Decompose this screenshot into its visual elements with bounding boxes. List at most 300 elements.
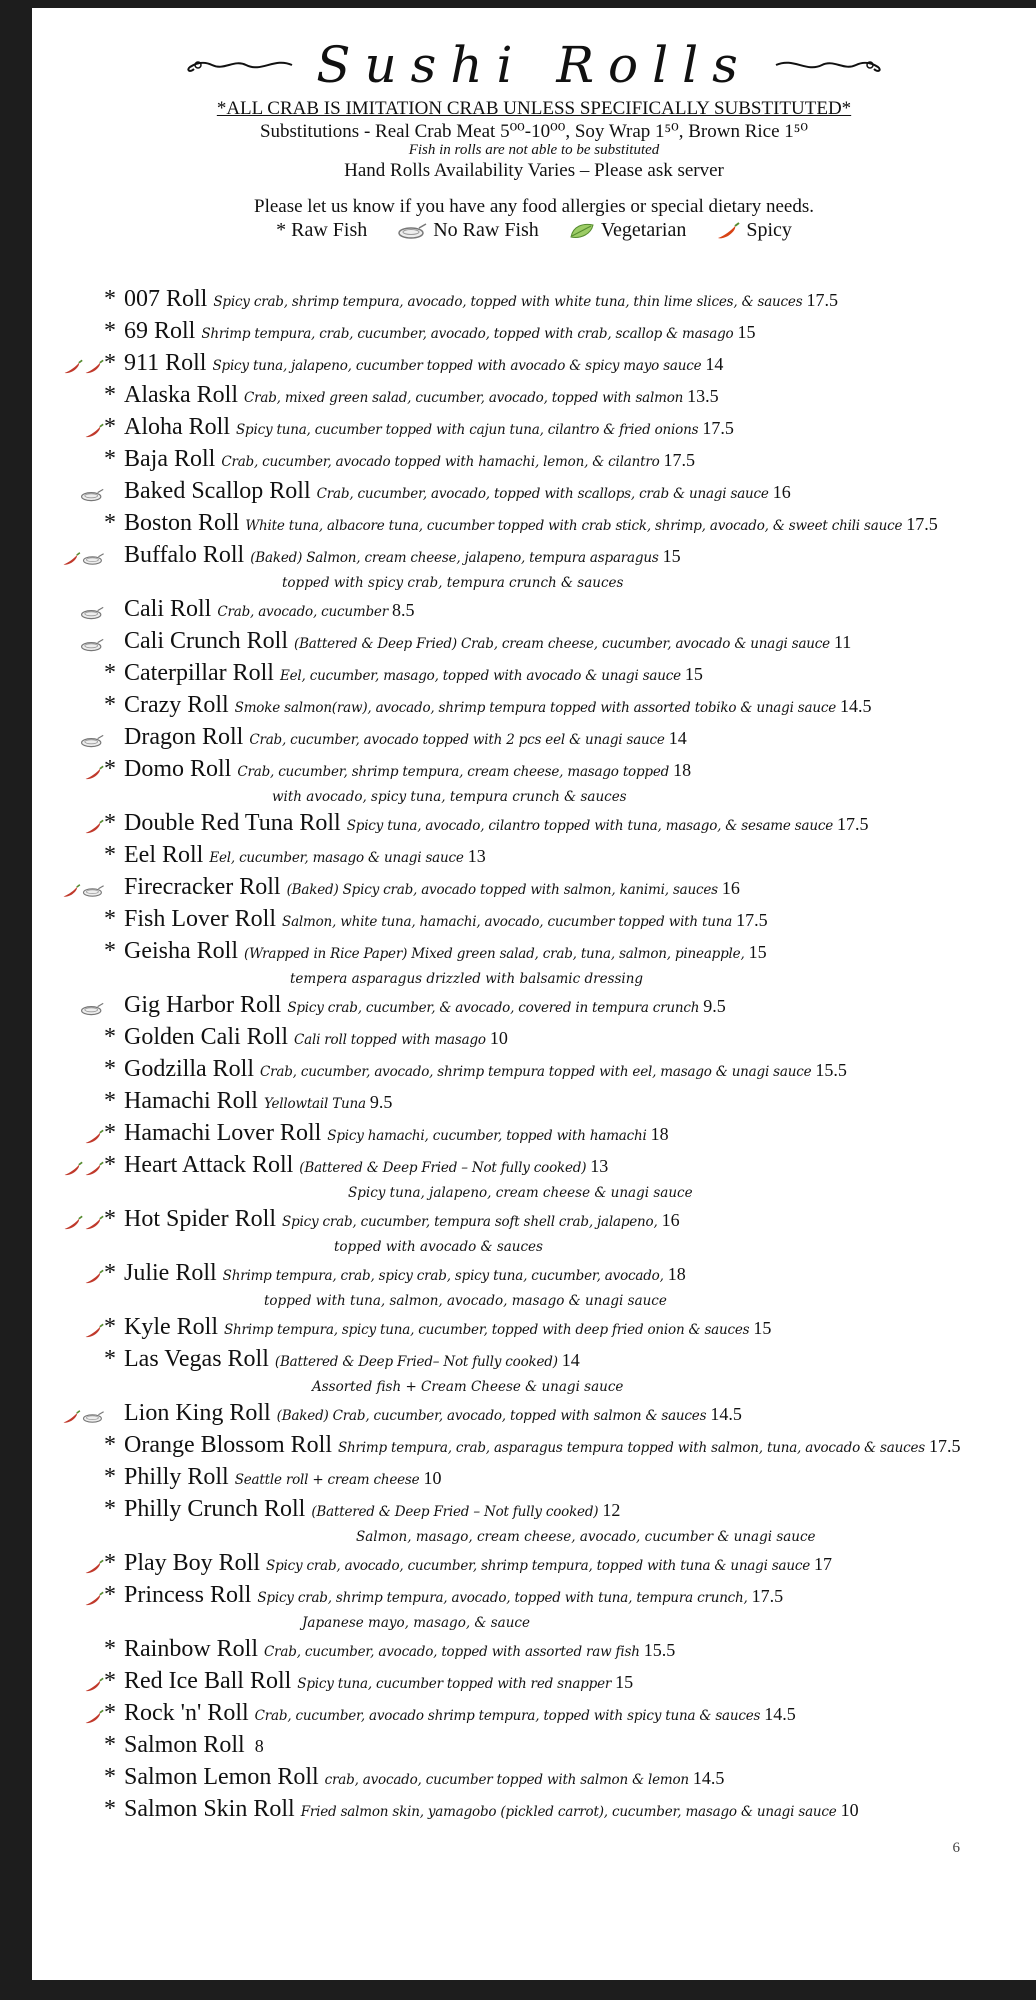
item-description: Crab, mixed green salad, cucumber, avocado, topped with salmon xyxy=(244,390,684,406)
menu-item xyxy=(32,842,1036,874)
menu-item xyxy=(32,992,1036,1024)
item-price: 15 xyxy=(737,322,756,342)
item-description: (Battered & Deep Fried) Crab, cream cheese, cucumber, avocado & unagi sauce xyxy=(294,636,830,652)
chili-pepper-icon xyxy=(84,1709,104,1725)
item-line xyxy=(104,1432,960,1459)
item-description: Seattle roll + cream cheese xyxy=(234,1472,420,1488)
chili-pepper-icon xyxy=(84,1161,104,1177)
item-icons xyxy=(62,666,104,688)
item-line xyxy=(104,1346,580,1373)
item-line xyxy=(104,756,691,783)
raw-fish-marker: * xyxy=(104,1120,116,1146)
legend-no-raw-fish: No Raw Fish xyxy=(397,219,539,242)
item-line xyxy=(104,660,703,687)
item-icons xyxy=(62,324,104,346)
raw-fish-marker: * xyxy=(104,318,116,344)
raw-fish-marker: * xyxy=(104,350,116,376)
item-icons xyxy=(62,1556,104,1578)
raw-fish-marker: * xyxy=(104,510,116,536)
item-price: 10 xyxy=(840,1800,859,1820)
item-description-continued: Spicy tuna, jalapeno, cream cheese & unagi sauce xyxy=(348,1185,693,1201)
no-raw-fish-icon xyxy=(80,605,104,621)
item-line xyxy=(104,724,687,751)
raw-fish-marker: * xyxy=(104,1550,116,1576)
crab-notice: *ALL CRAB IS IMITATION CRAB UNLESS SPECIFICALLY SUBSTITUTED* xyxy=(216,98,852,119)
menu-item xyxy=(32,1796,1036,1828)
menu-item xyxy=(32,1314,1036,1346)
item-price: 17.5 xyxy=(928,1436,961,1456)
item-icons xyxy=(62,1770,104,1792)
item-description: Eel, cucumber, masago, topped with avocado & unagi sauce xyxy=(279,668,681,684)
item-line xyxy=(104,1668,633,1695)
raw-fish-marker: * xyxy=(104,1260,116,1286)
item-icons xyxy=(62,698,104,720)
no-raw-fish-icon xyxy=(80,733,104,749)
item-price: 9.5 xyxy=(369,1092,393,1112)
raw-fish-marker: * xyxy=(104,1152,116,1178)
item-name: Fish Lover Roll xyxy=(124,906,277,932)
item-description: Crab, avocado, cucumber xyxy=(217,604,388,620)
item-name: Golden Cali Roll xyxy=(124,1024,288,1050)
chili-pepper-icon xyxy=(62,551,81,567)
item-icons xyxy=(62,634,104,656)
item-description: Spicy tuna, jalapeno, cucumber topped with avocado & spicy mayo sauce xyxy=(212,358,702,374)
item-icons xyxy=(62,1642,104,1664)
no-raw-fish-icon xyxy=(397,222,427,240)
menu-item xyxy=(32,1260,1036,1314)
item-price: 17.5 xyxy=(751,1586,784,1606)
item-icons xyxy=(62,1320,104,1342)
item-icons xyxy=(62,1158,104,1180)
no-raw-fish-icon xyxy=(82,883,104,899)
item-icons xyxy=(62,1588,104,1610)
item-description: Spicy tuna, cucumber topped with cajun tuna, cilantro & fried onions xyxy=(236,422,699,438)
item-line xyxy=(104,842,486,869)
item-icons xyxy=(62,356,104,378)
item-name: Philly Roll xyxy=(124,1464,229,1490)
item-description: Crab, cucumber, avocado, topped with scallops, crab & unagi sauce xyxy=(316,486,769,502)
item-name: 69 Roll xyxy=(124,318,196,344)
item-name: Salmon Lemon Roll xyxy=(124,1764,319,1790)
item-price: 17.5 xyxy=(906,514,938,534)
raw-fish-marker: * xyxy=(104,692,116,718)
item-line xyxy=(104,350,723,377)
item-description: Spicy crab, cucumber, tempura soft shell crab, jalapeno, xyxy=(282,1214,658,1230)
item-icons xyxy=(62,1352,104,1374)
item-description: Yellowtail Tuna xyxy=(263,1096,366,1112)
item-icons xyxy=(62,1030,104,1052)
menu-item xyxy=(32,1432,1036,1464)
item-price: 9.5 xyxy=(703,996,726,1016)
no-raw-fish-icon xyxy=(82,551,104,567)
raw-fish-marker: * xyxy=(104,382,116,408)
substitutions-note: Substitutions - Real Crab Meat 5⁰⁰-10⁰⁰, Soy Wrap 1⁵⁰, Brown Rice 1⁵⁰ xyxy=(259,121,809,142)
item-icons xyxy=(62,1470,104,1492)
item-line xyxy=(104,1550,832,1577)
chili-pepper-icon xyxy=(62,1409,81,1425)
menu-item xyxy=(32,286,1036,318)
item-name: Heart Attack Roll xyxy=(124,1152,294,1178)
no-raw-fish-icon xyxy=(80,637,104,653)
item-description: Crab, cucumber, avocado topped with 2 pcs eel & unagi sauce xyxy=(249,732,665,748)
menu-item xyxy=(32,350,1036,382)
menu-item xyxy=(32,1024,1036,1056)
item-icons xyxy=(62,762,104,784)
chili-pepper-icon xyxy=(84,765,104,781)
chili-pepper-icon xyxy=(63,359,83,375)
item-description: Crab, cucumber, shrimp tempura, cream cheese, masago topped xyxy=(237,764,670,780)
item-description: Spicy crab, shrimp tempura, avocado, topped with white tuna, thin lime slices, & sauces xyxy=(213,294,803,310)
item-name: Dragon Roll xyxy=(124,724,244,750)
item-icons xyxy=(62,998,104,1020)
menu-item xyxy=(32,1582,1036,1636)
item-name: Crazy Roll xyxy=(124,692,229,718)
item-name: Boston Roll xyxy=(124,510,240,536)
item-icons xyxy=(62,1502,104,1524)
legend-raw-fish: * Raw Fish xyxy=(276,219,368,241)
item-name: Cali Crunch Roll xyxy=(124,628,288,654)
raw-fish-marker: * xyxy=(104,1024,116,1050)
item-name: Eel Roll xyxy=(124,842,204,868)
item-line xyxy=(104,1582,783,1609)
item-description: Salmon, white tuna, hamachi, avocado, cucumber topped with tuna xyxy=(282,914,733,930)
item-description: Crab, cucumber, avocado shrimp tempura, topped with spicy tuna & sauces xyxy=(254,1708,761,1724)
item-description: Crab, cucumber, avocado, shrimp tempura topped with eel, masago & unagi sauce xyxy=(259,1064,812,1080)
chili-pepper-icon xyxy=(84,423,104,439)
menu-item xyxy=(32,1668,1036,1700)
menu-item xyxy=(32,1346,1036,1400)
item-line xyxy=(104,478,791,505)
item-description: (Battered & Deep Fried– Not fully cooked) xyxy=(274,1354,558,1370)
item-price: 16 xyxy=(661,1210,680,1230)
item-price: 13 xyxy=(467,846,486,866)
item-line xyxy=(104,1636,675,1663)
page-title: Sushi Rolls xyxy=(316,36,752,94)
no-raw-fish-icon xyxy=(82,1409,104,1425)
item-price: 8.5 xyxy=(391,600,415,620)
raw-fish-marker: * xyxy=(104,1056,116,1082)
item-name: Salmon Skin Roll xyxy=(124,1796,295,1822)
item-icons xyxy=(62,420,104,442)
raw-fish-marker: * xyxy=(104,660,116,686)
item-line xyxy=(104,938,767,965)
chili-pepper-icon xyxy=(84,1323,104,1339)
item-price: 17 xyxy=(814,1554,833,1574)
item-price: 14.5 xyxy=(692,1768,725,1788)
chili-pepper-icon xyxy=(84,1129,104,1145)
item-line xyxy=(104,596,414,623)
item-price: 10 xyxy=(423,1468,442,1488)
item-name: Firecracker Roll xyxy=(124,874,281,900)
item-description: Eel, cucumber, masago & unagi sauce xyxy=(209,850,464,866)
item-name: Rock 'n' Roll xyxy=(124,1700,249,1726)
item-price: 17.5 xyxy=(736,910,768,930)
menu-item xyxy=(32,1496,1036,1550)
item-icons xyxy=(62,944,104,966)
raw-fish-marker: * xyxy=(104,810,116,836)
raw-fish-marker: * xyxy=(104,1700,116,1726)
item-description: Spicy tuna, avocado, cilantro topped with tuna, masago, & sesame sauce xyxy=(346,818,834,834)
menu-item xyxy=(32,1732,1036,1764)
raw-fish-marker: * xyxy=(104,446,116,472)
item-price: 17.5 xyxy=(663,450,696,470)
item-price: 18 xyxy=(667,1264,686,1284)
item-name: Rainbow Roll xyxy=(124,1636,259,1662)
menu-item xyxy=(32,692,1036,724)
menu-item xyxy=(32,318,1036,350)
item-price: 11 xyxy=(833,632,852,652)
item-name: Aloha Roll xyxy=(124,414,230,440)
item-name: Baja Roll xyxy=(124,446,216,472)
menu-item xyxy=(32,1700,1036,1732)
legend-spicy: Spicy xyxy=(716,219,792,242)
item-name: Caterpillar Roll xyxy=(124,660,274,686)
item-price: 14.5 xyxy=(840,696,872,716)
item-line xyxy=(104,874,740,901)
item-line xyxy=(104,1088,392,1115)
item-icons xyxy=(62,912,104,934)
raw-fish-marker: * xyxy=(104,842,116,868)
item-name: Orange Blossom Roll xyxy=(124,1432,332,1458)
raw-fish-marker: * xyxy=(104,756,116,782)
item-price: 13.5 xyxy=(687,386,719,406)
item-icons xyxy=(62,1406,104,1428)
raw-fish-marker: * xyxy=(104,1432,116,1458)
item-icons xyxy=(62,848,104,870)
item-description: Fried salmon skin, yamagobo (pickled carrot), cucumber, masago & unagi sauce xyxy=(300,1804,837,1820)
item-line xyxy=(104,810,869,837)
item-line xyxy=(104,510,938,537)
item-description: (Wrapped in Rice Paper) Mixed green salad, crab, tuna, salmon, pineapple, xyxy=(244,946,745,962)
raw-fish-marker: * xyxy=(104,1732,116,1758)
item-description-continued: tempera asparagus drizzled with balsamic dressing xyxy=(290,971,644,987)
item-icons xyxy=(62,292,104,314)
item-line xyxy=(104,1796,859,1823)
raw-fish-marker: * xyxy=(104,906,116,932)
menu-item xyxy=(32,756,1036,810)
item-description: Spicy hamachi, cucumber, topped with hamachi xyxy=(327,1128,647,1144)
item-icons xyxy=(62,452,104,474)
item-line xyxy=(104,1700,796,1727)
no-raw-fish-icon xyxy=(80,487,104,503)
page-number: 6 xyxy=(952,1840,960,1856)
item-icons xyxy=(62,388,104,410)
item-description: Shrimp tempura, crab, spicy crab, spicy tuna, cucumber, avocado, xyxy=(222,1268,664,1284)
item-name: Cali Roll xyxy=(124,596,212,622)
item-price: 14.5 xyxy=(764,1704,796,1724)
raw-fish-marker: * xyxy=(104,1764,116,1790)
item-icons xyxy=(62,1438,104,1460)
item-description: Crab, cucumber, avocado topped with hamachi, lemon, & cilantro xyxy=(221,454,660,470)
item-line xyxy=(104,1464,441,1491)
menu-item xyxy=(32,414,1036,446)
menu-item xyxy=(32,1056,1036,1088)
raw-fish-marker: * xyxy=(104,1314,116,1340)
item-icons xyxy=(62,1738,104,1760)
fish-note: Fish in rolls are not able to be substituted xyxy=(408,142,660,158)
item-price: 17.5 xyxy=(837,814,869,834)
menu-item xyxy=(32,628,1036,660)
item-name: Princess Roll xyxy=(124,1582,252,1608)
item-price: 18 xyxy=(673,760,692,780)
item-line xyxy=(104,692,872,719)
leaf-icon xyxy=(569,222,595,240)
item-description-continued: topped with spicy crab, tempura crunch & sauces xyxy=(282,575,624,591)
item-name: Geisha Roll xyxy=(124,938,238,964)
item-icons xyxy=(62,516,104,538)
menu-item xyxy=(32,596,1036,628)
item-icons xyxy=(62,602,104,624)
item-description-continued: topped with tuna, salmon, avocado, masago & unagi sauce xyxy=(264,1293,667,1309)
item-price: 13 xyxy=(590,1156,609,1176)
item-name: Kyle Roll xyxy=(124,1314,218,1340)
item-price: 17.5 xyxy=(806,290,838,310)
menu-item xyxy=(32,1120,1036,1152)
item-description: Shrimp tempura, crab, asparagus tempura topped with salmon, tuna, avocado & sauces xyxy=(338,1440,925,1456)
item-description: Crab, cucumber, avocado, topped with assorted raw fish xyxy=(264,1644,640,1660)
item-name: Hamachi Roll xyxy=(124,1088,258,1114)
menu-item xyxy=(32,874,1036,906)
menu-item xyxy=(32,382,1036,414)
item-icons xyxy=(62,1802,104,1824)
item-name: Godzilla Roll xyxy=(124,1056,254,1082)
item-line xyxy=(104,446,695,473)
item-description-continued: Japanese mayo, masago, & sauce xyxy=(302,1615,530,1631)
item-price: 15 xyxy=(748,942,767,962)
item-description: (Baked) Spicy crab, avocado topped with salmon, kanimi, sauces xyxy=(286,882,718,898)
hand-rolls-note: Hand Rolls Availability Varies – Please ask server xyxy=(344,160,724,181)
item-icons xyxy=(62,816,104,838)
item-name: Salmon Roll xyxy=(124,1732,245,1758)
menu-item xyxy=(32,1088,1036,1120)
item-line xyxy=(104,1206,680,1233)
item-line xyxy=(104,992,726,1019)
item-line xyxy=(104,382,719,409)
menu-page xyxy=(32,8,1036,1980)
item-name: Gig Harbor Roll xyxy=(124,992,282,1018)
item-line xyxy=(104,1152,608,1179)
item-price: 15.5 xyxy=(815,1060,847,1080)
menu-item xyxy=(32,1464,1036,1496)
item-line xyxy=(104,1056,847,1083)
item-name: Lion King Roll xyxy=(124,1400,271,1426)
item-description: Spicy tuna, cucumber topped with red snapper xyxy=(297,1676,612,1692)
chili-pepper-icon xyxy=(63,1215,83,1231)
item-name: 007 Roll xyxy=(124,286,208,312)
item-price: 16 xyxy=(772,482,791,502)
menu-item xyxy=(32,1764,1036,1796)
item-price: 14 xyxy=(561,1350,580,1370)
item-description: (Battered & Deep Fried – Not fully cooked) xyxy=(299,1160,587,1176)
item-price: 18 xyxy=(650,1124,669,1144)
no-raw-fish-icon xyxy=(80,1001,104,1017)
item-price: 16 xyxy=(721,878,740,898)
item-description: (Baked) Salmon, cream cheese, jalapeno, tempura asparagus xyxy=(250,550,659,566)
item-icons xyxy=(62,880,104,902)
raw-fish-marker: * xyxy=(104,1496,116,1522)
item-price: 15.5 xyxy=(643,1640,676,1660)
legend xyxy=(32,219,1036,242)
menu-list xyxy=(32,286,1036,1828)
item-line xyxy=(104,286,838,313)
item-icons xyxy=(62,730,104,752)
item-name: Alaska Roll xyxy=(124,382,238,408)
item-description: Shrimp tempura, crab, cucumber, avocado, topped with crab, scallop & masago xyxy=(201,326,734,342)
chili-pepper-icon xyxy=(63,1161,83,1177)
item-description-continued: Assorted fish + Cream Cheese & unagi sauce xyxy=(312,1379,624,1395)
chili-pepper-icon xyxy=(84,1677,104,1693)
item-line xyxy=(104,1024,508,1051)
item-name: 911 Roll xyxy=(124,350,207,376)
raw-fish-marker: * xyxy=(104,1796,116,1822)
item-icons xyxy=(62,1062,104,1084)
item-name: Double Red Tuna Roll xyxy=(124,810,341,836)
raw-fish-marker: * xyxy=(104,1636,116,1662)
item-description: Spicy crab, avocado, cucumber, shrimp tempura, topped with tuna & unagi sauce xyxy=(266,1558,811,1574)
item-price: 15 xyxy=(662,546,681,566)
item-price: 15 xyxy=(684,664,703,684)
item-price: 17.5 xyxy=(702,418,734,438)
item-line xyxy=(104,628,851,655)
item-name: Baked Scallop Roll xyxy=(124,478,311,504)
item-icons xyxy=(62,1266,104,1288)
item-line xyxy=(104,1260,686,1287)
item-price: 14 xyxy=(705,354,724,374)
item-name: Domo Roll xyxy=(124,756,232,782)
item-line xyxy=(104,1400,742,1427)
raw-fish-marker: * xyxy=(104,938,116,964)
item-description: (Battered & Deep Fried – Not fully cooked) xyxy=(311,1504,599,1520)
menu-item xyxy=(32,938,1036,992)
raw-fish-marker: * xyxy=(104,414,116,440)
title-row xyxy=(32,30,1036,100)
chili-pepper-icon xyxy=(62,883,81,899)
item-line xyxy=(104,1496,620,1523)
legend-vegetarian: Vegetarian xyxy=(569,219,687,242)
chili-pepper-icon xyxy=(84,1215,104,1231)
raw-fish-marker: * xyxy=(104,1668,116,1694)
item-name: Julie Roll xyxy=(124,1260,217,1286)
item-description-continued: Salmon, masago, cream cheese, avocado, cucumber & unagi sauce xyxy=(356,1529,816,1545)
menu-item xyxy=(32,1400,1036,1432)
item-description-continued: with avocado, spicy tuna, tempura crunch & sauces xyxy=(272,789,627,805)
raw-fish-marker: * xyxy=(104,286,116,312)
item-icons xyxy=(62,1212,104,1234)
item-price: 15 xyxy=(615,1672,634,1692)
menu-item xyxy=(32,478,1036,510)
raw-fish-marker: * xyxy=(104,1088,116,1114)
menu-item xyxy=(32,1636,1036,1668)
item-line xyxy=(104,318,755,345)
menu-item xyxy=(32,810,1036,842)
item-name: Buffalo Roll xyxy=(124,542,245,568)
item-line xyxy=(104,1764,724,1791)
menu-item xyxy=(32,1550,1036,1582)
item-icons xyxy=(62,1094,104,1116)
chili-pepper-icon xyxy=(84,1559,104,1575)
item-name: Hamachi Lover Roll xyxy=(124,1120,322,1146)
item-icons xyxy=(62,1674,104,1696)
menu-item xyxy=(32,510,1036,542)
raw-fish-marker: * xyxy=(104,1346,116,1372)
item-icons xyxy=(62,1126,104,1148)
item-name: Hot Spider Roll xyxy=(124,1206,277,1232)
menu-item xyxy=(32,724,1036,756)
item-price: 8 xyxy=(254,1736,264,1756)
item-description-continued: topped with avocado & sauces xyxy=(334,1239,543,1255)
item-line xyxy=(104,1314,771,1341)
chili-pepper-icon xyxy=(84,1269,104,1285)
